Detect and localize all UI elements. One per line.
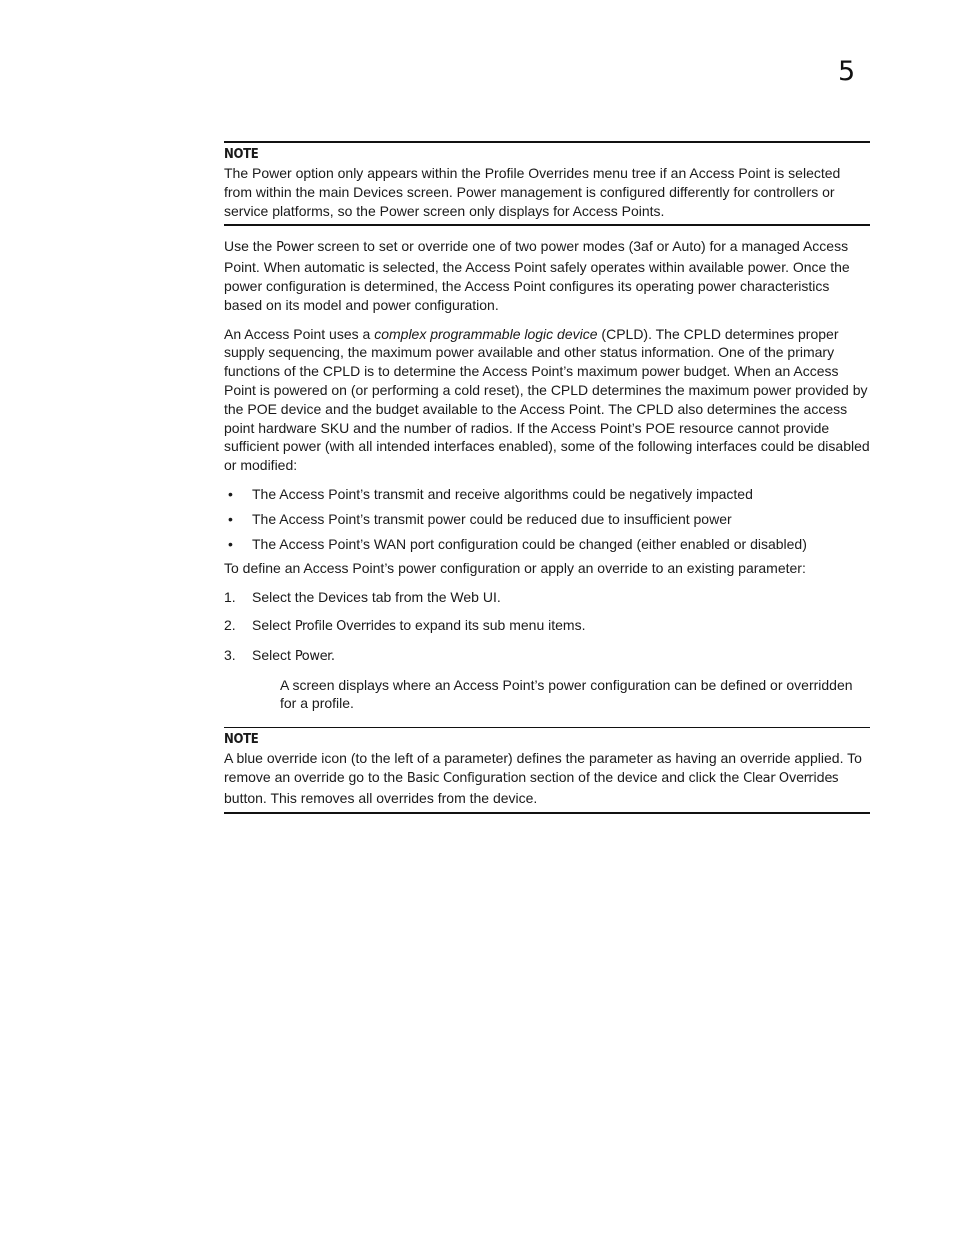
- list-item-text: The Access Point’s WAN port configuration could be changed (either enabled or disabled): [252, 535, 807, 552]
- step-number: 3.: [224, 646, 236, 663]
- power-screen-paragraph: [224, 237, 870, 314]
- cpld-term: complex programmable logic device: [374, 325, 598, 342]
- step-item: [224, 616, 870, 637]
- list-item: [224, 535, 870, 554]
- procedure-intro: To define an Access Point’s power configuration or apply an override to an existing parameter:: [224, 560, 806, 577]
- note-box-power: [224, 141, 870, 226]
- interface-impact-list: [224, 485, 870, 553]
- chapter-number: 5: [838, 56, 856, 87]
- text-span: screen to set or override one of two power modes (3af or Auto) for a managed Access Point. When automatic is selected, the Access Point safely operates within available power. Once the power configuration is determined, the Access Point configures its operating power characteristics based on its model and power configuration.: [224, 238, 850, 313]
- text-span: An Access Point uses a: [224, 325, 375, 342]
- step-text: to expand its sub menu items.: [395, 616, 586, 633]
- note-box-override: [224, 727, 870, 813]
- list-item-text: The Access Point’s transmit power could be reduced due to insufficient power: [252, 510, 732, 527]
- bullet-icon: •: [228, 485, 233, 502]
- bullet-icon: •: [228, 510, 233, 527]
- page-content: [224, 141, 870, 814]
- basic-configuration-term: Basic Configuration: [406, 770, 527, 786]
- step-text: Select the Devices tab from the Web UI.: [252, 589, 501, 606]
- profile-overrides-term: Profile Overrides: [294, 618, 396, 634]
- list-item: [224, 485, 870, 504]
- clear-overrides-term: Clear Overrides: [743, 770, 839, 786]
- list-item: [224, 510, 870, 529]
- power-term: Power: [276, 240, 314, 256]
- note-text: [224, 749, 870, 807]
- cpld-paragraph: [224, 325, 870, 475]
- list-item-text: The Access Point’s transmit and receive algorithms could be negatively impacted: [252, 485, 753, 502]
- step-number: 2.: [224, 616, 236, 633]
- step-item: [224, 646, 870, 667]
- step-text: Select: [252, 616, 295, 633]
- text-span: A blue override icon (to the left of a parameter) defines the parameter as having an override applied. To remove an override go to the: [224, 750, 862, 785]
- step-result-text: A screen displays where an Access Point’s power configuration can be defined or overridden for a profile.: [280, 676, 853, 712]
- text-span: section of the device and click the: [526, 768, 744, 785]
- note-title: NOTE: [224, 147, 259, 162]
- power-term: Power.: [294, 648, 335, 664]
- note-text: The Power option only appears within the Profile Overrides menu tree if an Access Point is selected from within the main Devices screen. Power management is configured differently for controllers or service platforms, so the Power screen only displays for Access Points.: [224, 165, 841, 219]
- step-text: Select: [252, 646, 295, 663]
- text-span: button. This removes all overrides from the device.: [224, 789, 538, 806]
- bullet-icon: •: [228, 535, 233, 552]
- text-span: (CPLD). The CPLD determines proper supply sequencing, the maximum power available and other status information. One of the primary functions of the CPLD is to determine the Access Point’s maximum power budget. When an Access Point is powered on (or performing a cold reset), the CPLD determines the maximum power provided by the POE device and the budget available to the Access Point. The CPLD also determines the access point hardware SKU and the number of radios. If the Access Point’s POE resource cannot provide sufficient power (with all intended interfaces enabled), some of the following interfaces could be disabled or modified:: [224, 325, 870, 474]
- step-item: [224, 588, 870, 607]
- procedure-steps: [224, 588, 870, 666]
- note-title: NOTE: [224, 732, 259, 748]
- text-span: Use the: [224, 238, 277, 255]
- step-number: 1.: [224, 589, 236, 606]
